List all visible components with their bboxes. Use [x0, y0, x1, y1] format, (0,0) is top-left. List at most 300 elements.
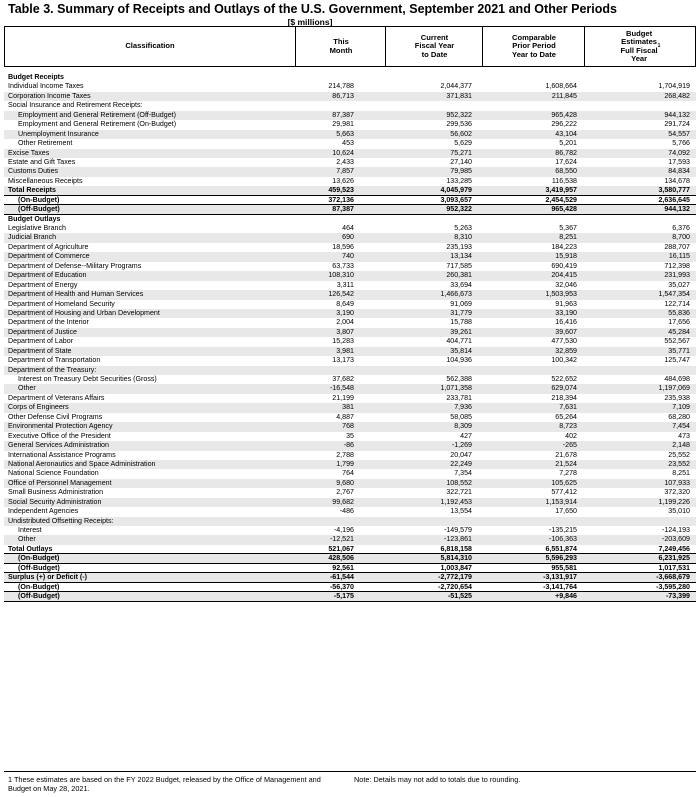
cell-budget-estimate: 3,580,777	[658, 186, 690, 195]
cell-prior-period: 402	[565, 431, 577, 440]
cell-this-month: -486	[339, 507, 354, 516]
table-row	[4, 413, 696, 422]
row-label: Independent Agencies	[8, 507, 79, 516]
cell-prior-period: 5,596,293	[545, 554, 577, 563]
cell-prior-period: 32,859	[555, 346, 577, 355]
table-body	[4, 73, 696, 602]
cell-prior-period: 6,551,874	[545, 544, 577, 553]
table-header	[4, 26, 696, 67]
cell-this-month: -5,175	[333, 592, 354, 601]
cell-budget-estimate: 484,698	[664, 375, 690, 383]
row-label: Surplus (+) or Deficit (-)	[8, 573, 88, 582]
cell-this-month: 18,596	[332, 242, 354, 251]
table-row	[4, 356, 696, 365]
cell-this-month: 126,542	[328, 290, 354, 299]
cell-prior-period: 1,153,914	[545, 497, 577, 506]
cell-current-fy: 22,249	[450, 459, 472, 468]
row-label: Department of Health and Human Services	[8, 290, 144, 299]
units-label: [$ millions]	[287, 17, 333, 27]
cell-budget-estimate: 1,199,226	[658, 497, 690, 506]
cell-budget-estimate: 45,284	[668, 327, 690, 336]
row-label: Undistributed Offsetting Receipts:	[8, 516, 114, 525]
cell-current-fy: 8,310	[454, 233, 472, 242]
cell-this-month: -86	[343, 441, 354, 450]
row-label: (Off-Budget)	[18, 563, 60, 572]
cell-prior-period: 16,416	[555, 318, 577, 327]
cell-prior-period: 91,963	[555, 299, 577, 308]
row-label: Department of Education	[8, 271, 87, 280]
cell-prior-period: -3,141,764	[543, 582, 577, 591]
cell-budget-estimate: 8,251	[672, 469, 690, 478]
cell-prior-period: 33,190	[555, 308, 577, 317]
cell-current-fy: 31,779	[450, 308, 472, 317]
table-row	[4, 507, 696, 516]
cell-this-month: 1,799	[336, 459, 354, 468]
cell-budget-estimate: 7,249,456	[658, 544, 690, 553]
cell-current-fy: -51,525	[447, 592, 472, 601]
cell-this-month: 2,433	[336, 157, 354, 166]
table-title: Table 3. Summary of Receipts and Outlays of the U.S. Government, September 2021 and Other Periods	[8, 2, 617, 16]
cell-budget-estimate: -3,595,280	[656, 582, 690, 591]
table-row	[4, 545, 696, 554]
cell-budget-estimate: 25,552	[668, 450, 690, 459]
cell-budget-estimate: 2,148	[672, 441, 690, 450]
table-row	[4, 318, 696, 327]
cell-budget-estimate: -3,668,679	[656, 573, 690, 582]
cell-current-fy: 58,085	[450, 412, 472, 421]
cell-this-month: 15,283	[332, 337, 354, 346]
table-row	[4, 384, 696, 393]
cell-budget-estimate: -203,609	[661, 535, 690, 544]
cell-this-month: 764	[342, 469, 354, 478]
cell-current-fy: 15,788	[450, 318, 472, 327]
table-row	[4, 300, 696, 309]
cell-budget-estimate: 473	[678, 431, 690, 440]
table-row	[4, 394, 696, 403]
row-label: Total Receipts	[8, 186, 56, 195]
cell-this-month: 372,136	[328, 195, 354, 204]
row-label: Budget Receipts	[8, 73, 64, 81]
cell-current-fy: 75,271	[450, 148, 472, 157]
cell-prior-period: 1,503,953	[545, 290, 577, 299]
cell-prior-period: 296,222	[551, 120, 577, 129]
row-label: Other	[18, 384, 36, 393]
table-row	[4, 252, 696, 261]
row-label: Department of Justice	[8, 327, 77, 336]
row-label: Interest on Treasury Debt Securities (Gross)	[18, 375, 157, 383]
cell-budget-estimate: 7,454	[672, 422, 690, 431]
table-row	[4, 451, 696, 460]
row-label: Office of Personnel Management	[8, 478, 112, 487]
cell-current-fy: 33,694	[450, 280, 472, 289]
cell-prior-period: 204,415	[551, 271, 577, 280]
cell-prior-period: 15,918	[555, 252, 577, 261]
cell-prior-period: 8,723	[559, 422, 577, 431]
table-row	[4, 403, 696, 412]
cell-budget-estimate: 55,836	[668, 308, 690, 317]
cell-current-fy: 56,602	[450, 129, 472, 138]
table-row	[4, 375, 696, 384]
cell-this-month: -4,196	[333, 526, 354, 534]
cell-budget-estimate: 122,714	[664, 299, 690, 308]
cell-current-fy: -149,579	[443, 526, 472, 534]
row-label: Legislative Branch	[8, 224, 66, 232]
cell-this-month: 2,767	[336, 488, 354, 497]
cell-budget-estimate: 125,747	[664, 356, 690, 365]
header-budget-estimates	[584, 27, 696, 66]
row-label: Department of Housing and Urban Development	[8, 308, 160, 317]
rounding-note: Note: Details may not add to totals due to rounding.	[354, 775, 521, 784]
cell-current-fy: 1,071,358	[440, 384, 472, 393]
cell-this-month: 2,004	[336, 318, 354, 327]
cell-this-month: 768	[342, 422, 354, 431]
row-label: Interest	[18, 526, 42, 534]
cell-budget-estimate: 35,027	[668, 280, 690, 289]
table-row	[4, 111, 696, 120]
cell-budget-estimate: 5,766	[672, 139, 690, 148]
cell-budget-estimate: 8,700	[672, 233, 690, 242]
cell-this-month: 108,310	[328, 271, 354, 280]
row-label: Department of Agriculture	[8, 242, 89, 251]
cell-prior-period: -135,215	[548, 526, 577, 534]
table-row	[4, 592, 696, 601]
table-row	[4, 309, 696, 318]
row-label: (Off-Budget)	[18, 592, 60, 601]
cell-prior-period: +9,846	[555, 592, 577, 601]
footnote-marker: 1	[657, 42, 661, 49]
cell-this-month: 5,663	[336, 129, 354, 138]
cell-prior-period: -3,131,917	[543, 573, 577, 582]
section-header-row	[4, 215, 696, 224]
cell-budget-estimate: 16,115	[668, 252, 690, 261]
cell-budget-estimate: 134,678	[664, 176, 690, 185]
row-label: Miscellaneous Receipts	[8, 176, 83, 185]
cell-budget-estimate: 372,320	[664, 488, 690, 497]
cell-budget-estimate: 231,993	[664, 271, 690, 280]
cell-current-fy: 371,831	[446, 91, 472, 100]
row-label: Department of the Treasury:	[8, 365, 97, 374]
table-row	[4, 488, 696, 497]
table-row	[4, 290, 696, 299]
cell-current-fy: 5,263	[454, 224, 472, 232]
row-label: Executive Office of the President	[8, 431, 111, 440]
cell-this-month: 3,190	[336, 308, 354, 317]
cell-current-fy: 1,003,847	[440, 563, 472, 572]
cell-this-month: 29,981	[332, 120, 354, 129]
table-row	[4, 347, 696, 356]
cell-this-month: 464	[342, 224, 354, 232]
cell-budget-estimate: 23,552	[668, 459, 690, 468]
cell-budget-estimate: 1,017,531	[658, 563, 690, 572]
row-label: Excise Taxes	[8, 148, 50, 157]
cell-current-fy: 952,322	[446, 110, 472, 119]
cell-this-month: 4,887	[336, 412, 354, 421]
table-row	[4, 328, 696, 337]
row-label: Department of Energy	[8, 280, 78, 289]
cell-prior-period: 17,624	[555, 157, 577, 166]
cell-budget-estimate: 17,656	[668, 318, 690, 327]
cell-prior-period: 43,104	[555, 129, 577, 138]
cell-current-fy: 108,552	[446, 478, 472, 487]
cell-this-month: 3,311	[336, 280, 354, 289]
table-row	[4, 196, 696, 205]
cell-budget-estimate: 35,010	[668, 507, 690, 516]
cell-current-fy: 35,814	[450, 346, 472, 355]
table-row	[4, 337, 696, 346]
cell-budget-estimate: 2,636,645	[658, 195, 690, 204]
cell-this-month: 13,626	[332, 176, 354, 185]
row-label: Individual Income Taxes	[8, 82, 84, 91]
cell-this-month: 9,680	[336, 478, 354, 487]
cell-current-fy: 27,140	[450, 157, 472, 166]
row-label: Judicial Branch	[8, 233, 57, 242]
cell-budget-estimate: 552,567	[664, 337, 690, 346]
table-row	[4, 517, 696, 526]
cell-this-month: 10,624	[332, 148, 354, 157]
row-label: Unemployment Insurance	[18, 129, 99, 138]
row-label: Department of Transportation	[8, 356, 101, 365]
cell-prior-period: -106,363	[548, 535, 577, 544]
cell-this-month: 3,807	[336, 327, 354, 336]
header-classification: Classification	[125, 41, 175, 51]
cell-current-fy: -2,772,179	[438, 573, 472, 582]
row-label: Corps of Engineers	[8, 403, 69, 412]
cell-budget-estimate: 84,834	[668, 167, 690, 176]
cell-prior-period: 21,678	[555, 450, 577, 459]
table-row	[4, 224, 696, 233]
cell-this-month: -61,544	[329, 573, 354, 582]
table-row	[4, 526, 696, 535]
cell-current-fy: 3,093,657	[440, 195, 472, 204]
cell-prior-period: 32,046	[555, 280, 577, 289]
cell-budget-estimate: 944,132	[664, 205, 690, 214]
table-row	[4, 186, 696, 195]
row-label: Department of Veterans Affairs	[8, 393, 105, 402]
row-label: General Services Administration	[8, 441, 109, 450]
row-label: (On-Budget)	[18, 195, 60, 204]
cell-budget-estimate: 944,132	[664, 110, 690, 119]
table-row	[4, 564, 696, 573]
cell-current-fy: 5,629	[454, 139, 472, 148]
cell-current-fy: 4,045,979	[440, 186, 472, 195]
cell-budget-estimate: 1,197,069	[658, 384, 690, 393]
cell-budget-estimate: 268,482	[664, 91, 690, 100]
table-row	[4, 149, 696, 158]
table-row	[4, 554, 696, 563]
cell-prior-period: 86,782	[555, 148, 577, 157]
cell-current-fy: 427	[460, 431, 472, 440]
cell-budget-estimate: 712,398	[664, 261, 690, 270]
cell-prior-period: 7,631	[559, 403, 577, 412]
cell-prior-period: 65,264	[555, 412, 577, 421]
cell-this-month: 35	[346, 431, 354, 440]
cell-budget-estimate: 1,704,919	[658, 82, 690, 91]
cell-current-fy: 299,536	[446, 120, 472, 129]
cell-this-month: 740	[342, 252, 354, 261]
cell-prior-period: 105,625	[551, 478, 577, 487]
table-row	[4, 583, 696, 592]
row-label: Estate and Gift Taxes	[8, 157, 76, 166]
table-row	[4, 271, 696, 280]
cell-this-month: 86,713	[332, 91, 354, 100]
header-current-fiscal-year: Current Fiscal Year to Date	[385, 27, 483, 66]
cell-this-month: 381	[342, 403, 354, 412]
cell-prior-period: 477,530	[551, 337, 577, 346]
cell-prior-period: 1,608,664	[545, 82, 577, 91]
cell-this-month: 428,506	[328, 554, 354, 563]
row-label: Corporation Income Taxes	[8, 91, 91, 100]
cell-current-fy: -1,269	[451, 441, 472, 450]
row-label: (Off-Budget)	[18, 205, 60, 214]
table-row	[4, 233, 696, 242]
cell-budget-estimate: 68,280	[668, 412, 690, 421]
cell-prior-period: 21,524	[555, 459, 577, 468]
row-label: International Assistance Programs	[8, 450, 116, 459]
cell-current-fy: 104,936	[446, 356, 472, 365]
cell-prior-period: 5,201	[559, 139, 577, 148]
cell-this-month: 459,523	[328, 186, 354, 195]
cell-prior-period: 39,607	[555, 327, 577, 336]
cell-current-fy: 233,781	[446, 393, 472, 402]
cell-current-fy: 235,193	[446, 242, 472, 251]
table-row	[4, 469, 696, 478]
table-row	[4, 460, 696, 469]
cell-current-fy: 6,818,158	[440, 544, 472, 553]
cell-current-fy: -123,861	[443, 535, 472, 544]
table-row	[4, 205, 696, 214]
cell-budget-estimate: 74,092	[668, 148, 690, 157]
cell-budget-estimate: -73,399	[665, 592, 690, 601]
row-label: National Science Foundation	[8, 469, 99, 478]
cell-this-month: 521,067	[328, 544, 354, 553]
cell-current-fy: 260,381	[446, 271, 472, 280]
table-row	[4, 120, 696, 129]
header-this-month: This Month	[295, 27, 386, 66]
table-row	[4, 498, 696, 507]
cell-budget-estimate: 54,557	[668, 129, 690, 138]
cell-budget-estimate: 6,231,925	[658, 554, 690, 563]
table-row	[4, 167, 696, 176]
table-row	[4, 535, 696, 544]
cell-prior-period: 218,394	[551, 393, 577, 402]
row-label: Department of Homeland Security	[8, 299, 115, 308]
cell-prior-period: -265	[562, 441, 577, 450]
cell-this-month: 8,649	[336, 299, 354, 308]
footnote: 1 These estimates are based on the FY 2022 Budget, released by the Office of Management and Budget on May 28, 2021.	[8, 775, 321, 793]
cell-current-fy: 8,309	[454, 422, 472, 431]
cell-prior-period: 211,845	[551, 91, 577, 100]
cell-prior-period: 3,419,957	[545, 186, 577, 195]
cell-current-fy: 13,134	[450, 252, 472, 261]
cell-prior-period: 965,428	[551, 110, 577, 119]
row-label: National Aeronautics and Space Administration	[8, 459, 156, 468]
cell-prior-period: 522,652	[551, 375, 577, 383]
row-label: Employment and General Retirement (On-Budget)	[18, 120, 177, 129]
cell-current-fy: 404,771	[446, 337, 472, 346]
row-label: Budget Outlays	[8, 214, 61, 223]
cell-this-month: 214,788	[328, 82, 354, 91]
cell-budget-estimate: 7,109	[672, 403, 690, 412]
row-label: Other	[18, 535, 36, 544]
cell-budget-estimate: -124,193	[661, 526, 690, 534]
table-row	[4, 130, 696, 139]
cell-current-fy: 7,936	[454, 403, 472, 412]
row-label: Employment and General Retirement (Off-Budget)	[18, 110, 176, 119]
table-row	[4, 432, 696, 441]
cell-this-month: -56,370	[329, 582, 354, 591]
cell-current-fy: 133,285	[446, 176, 472, 185]
cell-this-month: 3,981	[336, 346, 354, 355]
cell-current-fy: -2,720,654	[438, 582, 472, 591]
cell-this-month: 63,733	[332, 261, 354, 270]
cell-prior-period: 100,342	[551, 356, 577, 365]
cell-budget-estimate: 291,724	[664, 120, 690, 129]
cell-this-month: 92,561	[332, 563, 354, 572]
cell-current-fy: 322,721	[446, 488, 472, 497]
cell-budget-estimate: 35,771	[668, 346, 690, 355]
table-row	[4, 441, 696, 450]
table-row	[4, 262, 696, 271]
section-header-row	[4, 73, 696, 82]
cell-current-fy: 39,261	[450, 327, 472, 336]
cell-this-month: 21,199	[332, 393, 354, 402]
cell-budget-estimate: 17,593	[668, 157, 690, 166]
row-label: Environmental Protection Agency	[8, 422, 113, 431]
cell-prior-period: 955,581	[551, 563, 577, 572]
cell-this-month: 453	[342, 139, 354, 148]
cell-current-fy: 717,585	[446, 261, 472, 270]
cell-prior-period: 965,428	[551, 205, 577, 214]
cell-prior-period: 690,419	[551, 261, 577, 270]
cell-current-fy: 562,388	[446, 375, 472, 383]
table-row	[4, 366, 696, 375]
cell-budget-estimate: 107,933	[664, 478, 690, 487]
table-row	[4, 177, 696, 186]
row-label: (On-Budget)	[18, 582, 60, 591]
row-label: Social Security Administration	[8, 497, 102, 506]
cell-current-fy: 2,044,377	[440, 82, 472, 91]
cell-current-fy: 1,466,673	[440, 290, 472, 299]
table-row	[4, 92, 696, 101]
cell-current-fy: 20,047	[450, 450, 472, 459]
cell-this-month: 2,788	[336, 450, 354, 459]
cell-current-fy: 7,354	[454, 469, 472, 478]
table-row	[4, 479, 696, 488]
header-prior-period: Comparable Prior Period Year to Date	[482, 27, 585, 66]
cell-this-month: 87,387	[332, 205, 354, 214]
cell-budget-estimate: 6,376	[672, 224, 690, 232]
table-row	[4, 573, 696, 582]
cell-current-fy: 79,985	[450, 167, 472, 176]
cell-prior-period: 8,251	[559, 233, 577, 242]
cell-this-month: 99,682	[332, 497, 354, 506]
cell-current-fy: 91,069	[450, 299, 472, 308]
cell-budget-estimate: 288,707	[664, 242, 690, 251]
cell-prior-period: 5,367	[559, 224, 577, 232]
table-row	[4, 82, 696, 91]
header-budget-estimates-label: Budget Estimates Full Fiscal Year	[620, 29, 658, 63]
cell-this-month: 7,857	[336, 167, 354, 176]
row-label: Social Insurance and Retirement Receipts:	[8, 101, 143, 110]
cell-this-month: 690	[342, 233, 354, 242]
cell-current-fy: 5,814,310	[440, 554, 472, 563]
cell-prior-period: 184,223	[551, 242, 577, 251]
cell-prior-period: 2,454,529	[545, 195, 577, 204]
cell-current-fy: 1,192,453	[440, 497, 472, 506]
cell-prior-period: 68,550	[555, 167, 577, 176]
cell-prior-period: 116,538	[551, 176, 577, 185]
row-label: (On-Budget)	[18, 554, 60, 563]
